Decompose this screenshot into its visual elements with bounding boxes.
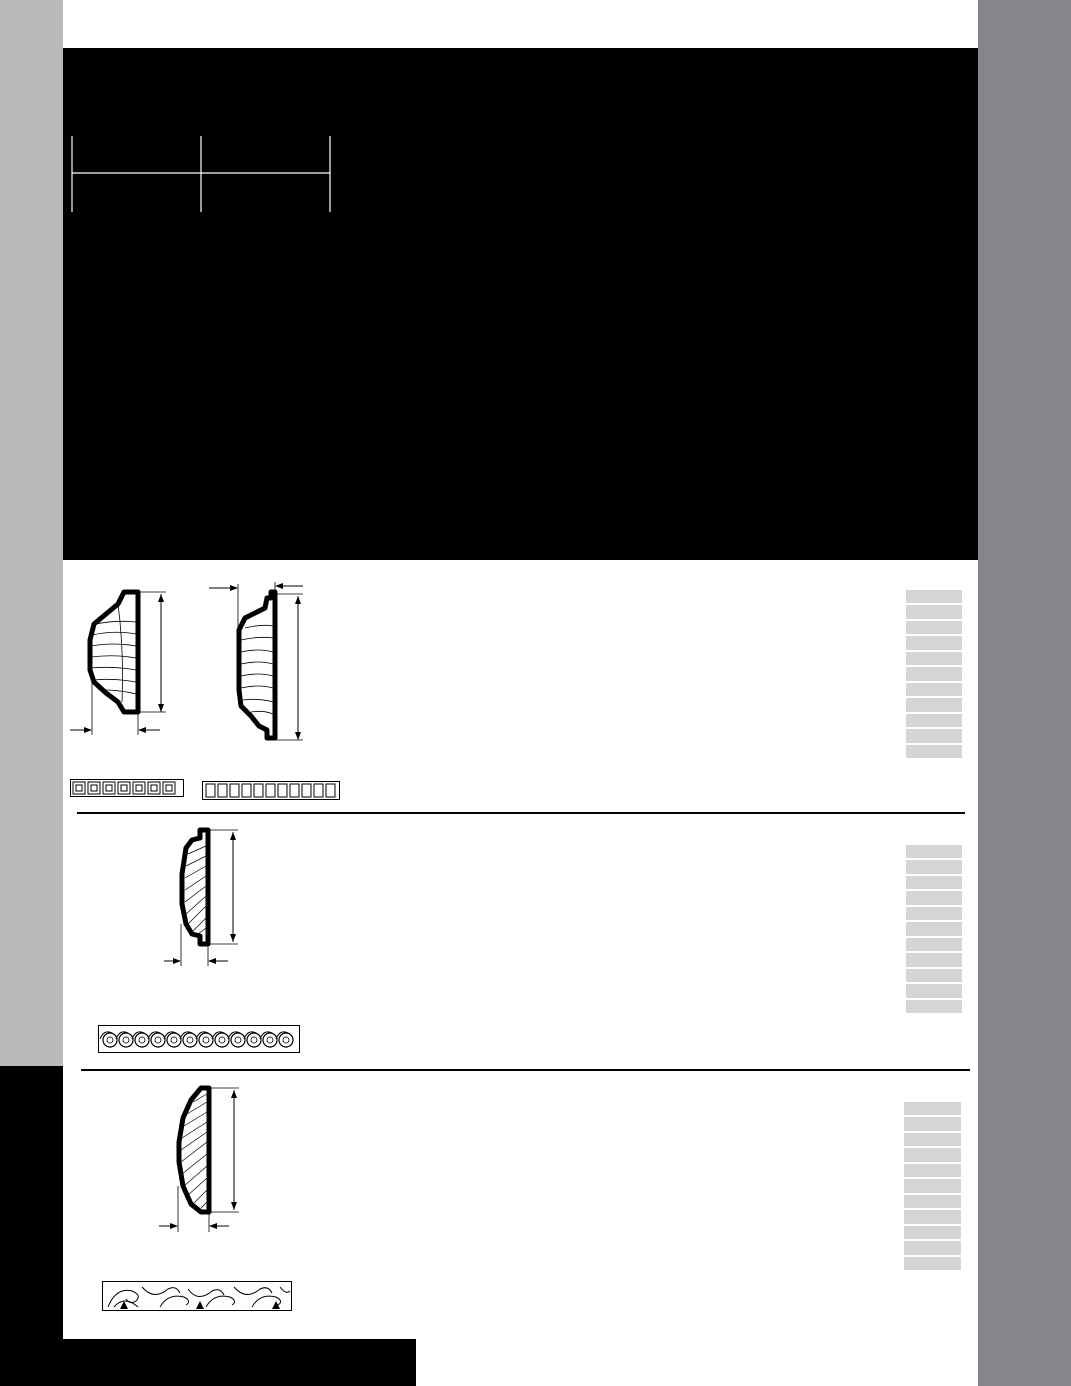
section-divider (81, 1069, 970, 1071)
price-cell (906, 953, 962, 968)
pattern-strip-2 (98, 1025, 300, 1053)
profile-drawing-1a (66, 580, 176, 740)
price-cell (906, 621, 962, 636)
price-cell (904, 1257, 961, 1272)
price-cell (904, 1179, 961, 1194)
price-cell (904, 1148, 961, 1163)
profile-drawing-2 (160, 824, 250, 969)
price-cell (906, 860, 962, 875)
price-cell (906, 984, 962, 999)
price-cell (906, 907, 962, 922)
price-cell (906, 636, 962, 651)
price-cell (904, 1133, 961, 1148)
price-cell (906, 590, 962, 605)
price-cell (906, 938, 962, 953)
right-margin-strip (978, 0, 1071, 1386)
header-block (63, 48, 978, 560)
price-cell (906, 652, 962, 667)
price-cell (906, 729, 962, 744)
price-cell (906, 1000, 962, 1015)
price-cell (906, 667, 962, 682)
price-column-2 (906, 845, 962, 1015)
price-cell (904, 1164, 961, 1179)
footer-bar (63, 1339, 416, 1386)
price-cell (906, 845, 962, 860)
header-table (71, 136, 331, 212)
price-cell (906, 683, 962, 698)
pattern-strip-1b (202, 781, 340, 800)
profile-drawing-3 (155, 1082, 245, 1234)
price-cell (904, 1102, 961, 1117)
pattern-strip-1a (70, 779, 184, 797)
price-cell (904, 1195, 961, 1210)
profile-drawing-1b (205, 580, 315, 750)
price-cell (906, 745, 962, 760)
price-cell (906, 698, 962, 713)
pattern-strip-3 (102, 1281, 292, 1311)
price-cell (906, 876, 962, 891)
price-column-3 (904, 1102, 961, 1272)
price-cell (906, 605, 962, 620)
section-tab (0, 1066, 63, 1386)
price-column-1 (906, 590, 962, 760)
price-cell (906, 969, 962, 984)
price-cell (906, 891, 962, 906)
price-cell (904, 1226, 961, 1241)
price-cell (904, 1117, 961, 1132)
section-divider (77, 812, 965, 814)
price-cell (906, 714, 962, 729)
price-cell (904, 1241, 961, 1256)
price-cell (904, 1210, 961, 1225)
price-cell (906, 922, 962, 937)
